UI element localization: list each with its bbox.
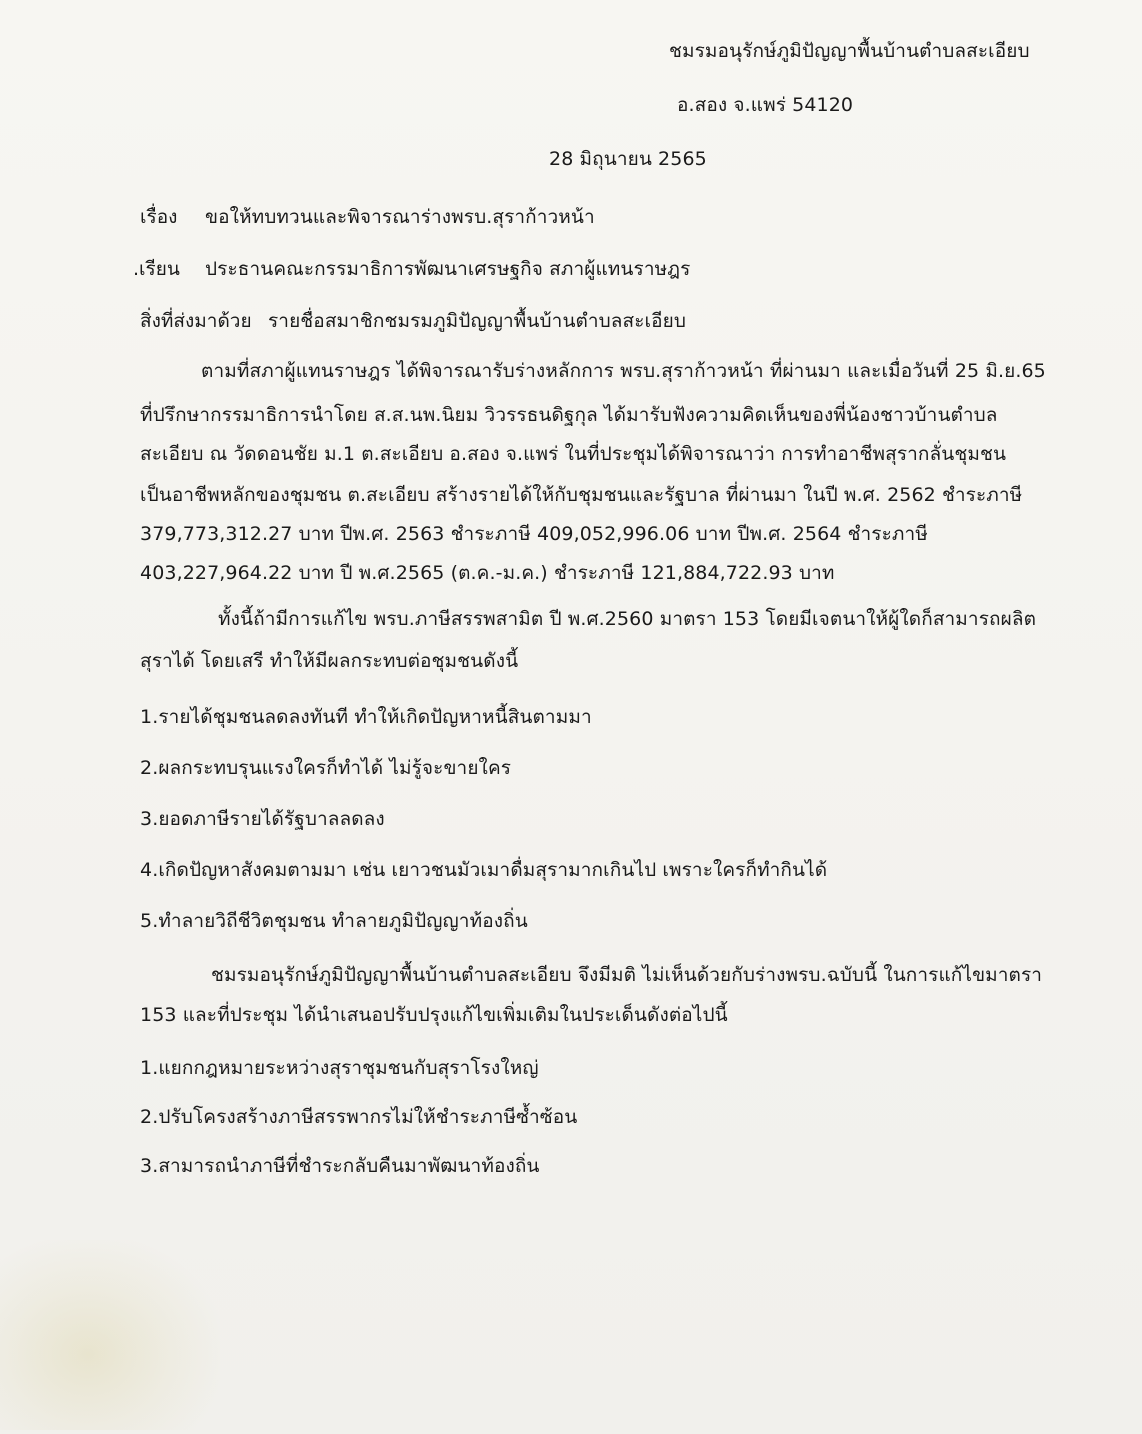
para2-line: ทั้งนี้ถ้ามีการแก้ไข พรบ.ภาษีสรรพสามิต ปี พ.ศ.2560 มาตรา 153 โดยมีเจตนาให้ผู้ใดก็สามารถผลิต bbox=[218, 608, 1037, 630]
letter-date: 28 มิถุนายน 2565 bbox=[549, 148, 707, 170]
enclosure-text: รายชื่อสมาชิกชมรมภูมิปัญญาพื้นบ้านตำบลสะเอียบ bbox=[268, 310, 687, 332]
proposal-item: 1.แยกกฎหมายระหว่างสุราชุมชนกับสุราโรงใหญ่ bbox=[140, 1057, 539, 1079]
para3-line: ชมรมอนุรักษ์ภูมิปัญญาพื้นบ้านตำบลสะเอียบ จึงมีมติ ไม่เห็นด้วยกับร่างพรบ.ฉบับนี้ ในการแก้ไขมาตรา bbox=[211, 964, 1043, 986]
para1-line: ที่ปรึกษากรรมาธิการนำโดย ส.ส.นพ.นิยม วิวรรธนดิฐกุล ได้มารับฟังความคิดเห็นของพี่น้องชาวบ้านตำบล bbox=[140, 404, 998, 426]
impact-item: 2.ผลกระทบรุนแรงใครก็ทำได้ ไม่รู้จะขายใคร bbox=[140, 757, 512, 779]
para1-line: 403,227,964.22 บาท ปี พ.ศ.2565 (ต.ค.-ม.ค.) ชำระภาษี 121,884,722.93 บาท bbox=[140, 562, 835, 584]
para1-line: เป็นอาชีพหลักของชุมชน ต.สะเอียบ สร้างรายได้ให้กับชุมชนและรัฐบาล ที่ผ่านมา ในปี พ.ศ. 2562 ชำระภาษี bbox=[140, 484, 1023, 506]
para1-line: ตามที่สภาผู้แทนราษฎร ได้พิจารณารับร่างหลักการ พรบ.สุราก้าวหน้า ที่ผ่านมา และเมื่อวันที่ 25 มิ.ย.65 bbox=[201, 360, 1046, 382]
impact-item: 3.ยอดภาษีรายได้รัฐบาลลดลง bbox=[140, 808, 385, 830]
para3-line: 153 และที่ประชุม ได้นำเสนอปรับปรุงแก้ไขเพิ่มเติมในประเด็นดังต่อไปนี้ bbox=[140, 1004, 728, 1026]
to-text: ประธานคณะกรรมาธิการพัฒนาเศรษฐกิจ สภาผู้แทนราษฎร bbox=[205, 258, 691, 280]
subject-text: ขอให้ทบทวนและพิจารณาร่างพรบ.สุราก้าวหน้า bbox=[205, 206, 595, 228]
para1-line: 379,773,312.27 บาท ปีพ.ศ. 2563 ชำระภาษี 409,052,996.06 บาท ปีพ.ศ. 2564 ชำระภาษี bbox=[140, 523, 928, 545]
para1-line: สะเอียบ ณ วัดดอนชัย ม.1 ต.สะเอียบ อ.สอง จ.แพร่ ในที่ประชุมได้พิจารณาว่า การทำอาชีพสุรากลั่นชุมชน bbox=[140, 443, 1007, 465]
impact-item: 4.เกิดปัญหาสังคมตามมา เช่น เยาวชนมัวเมาดื่มสุรามากเกินไป เพราะใครก็ทำกินได้ bbox=[140, 859, 828, 881]
org-name: ชมรมอนุรักษ์ภูมิปัญญาพื้นบ้านตำบลสะเอียบ bbox=[669, 40, 1030, 62]
proposal-item: 3.สามารถนำภาษีที่ชำระกลับคืนมาพัฒนาท้องถิ่น bbox=[140, 1155, 540, 1177]
org-address: อ.สอง จ.แพร่ 54120 bbox=[677, 94, 854, 116]
enclosure-label: สิ่งที่ส่งมาด้วย bbox=[140, 310, 252, 332]
impact-item: 5.ทำลายวิถีชีวิตชุมชน ทำลายภูมิปัญญาท้องถิ่น bbox=[140, 910, 528, 932]
impact-item: 1.รายได้ชุมชนลดลงทันที ทำให้เกิดปัญหาหนี้สินตามมา bbox=[140, 706, 592, 728]
para2-line: สุราได้ โดยเสรี ทำให้มีผลกระทบต่อชุมชนดังนี้ bbox=[140, 650, 519, 672]
to-label: .เรียน bbox=[133, 258, 180, 280]
paper-stain bbox=[0, 1240, 220, 1430]
proposal-item: 2.ปรับโครงสร้างภาษีสรรพากรไม่ให้ชำระภาษีซ้ำซ้อน bbox=[140, 1106, 578, 1128]
subject-label: เรื่อง bbox=[140, 206, 178, 228]
